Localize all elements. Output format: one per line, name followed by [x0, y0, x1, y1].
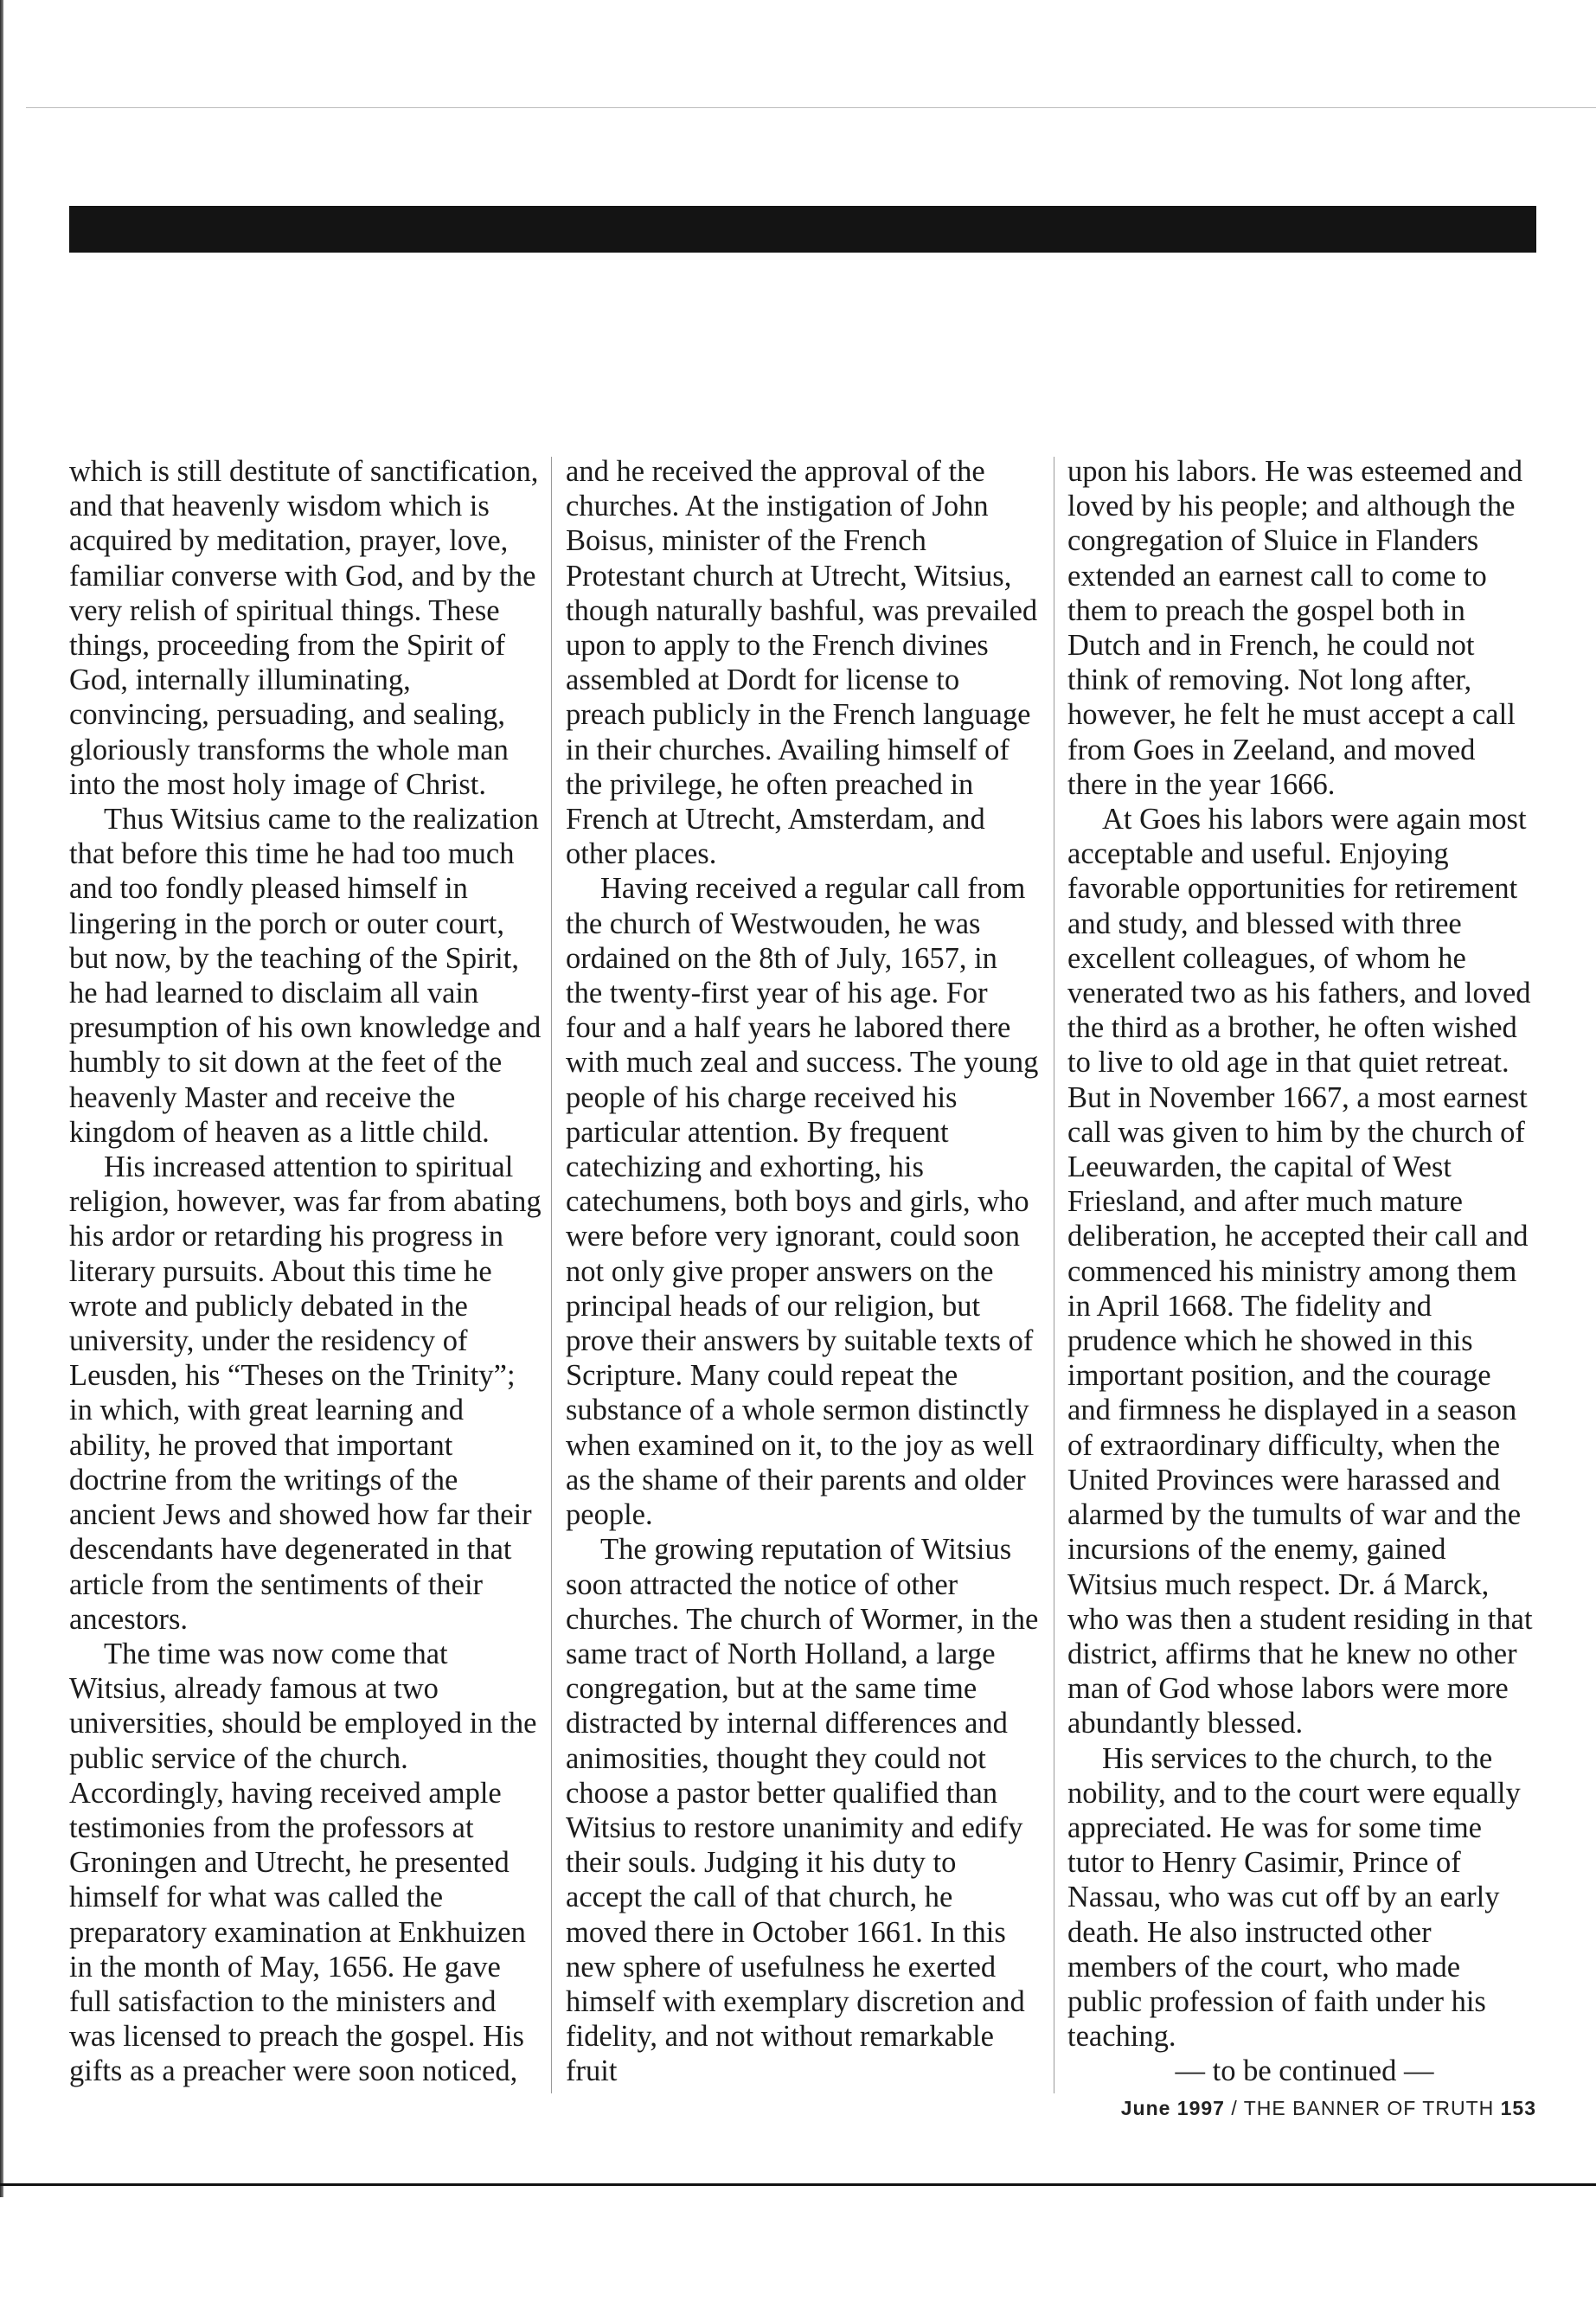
- paragraph: His services to the church, to the nobility, and to the court were equally appreciated. He was for some time tutor to Henry Casimir, Prince of Nassau, who was cut off by an early death. He also instructed other members of the court, who made public profession of faith under his teaching.: [1067, 1741, 1521, 2054]
- text-column-2: [566, 454, 1040, 2089]
- paragraph: upon his labors. He was esteemed and loved by his people; and although the congregation of Sluice in Flanders extended an earnest call to come to them to preach the gospel both in Dutch and in French, he could not think of removing. Not long after, however, he felt he must accept a call from Goes in Zeeland, and moved there in the year 1666.: [1067, 455, 1522, 801]
- footer-separator: /: [1231, 2097, 1238, 2119]
- continued-note: — to be continued —: [1175, 2054, 1434, 2088]
- paragraph: At Goes his labors were again most acceptable and useful. Enjoying favorable opportunities for retirement and study, and blessed with three excellent colleagues, of whom he venerated two as his fathers, and loved the third as a brother, he often wished to live to old age in that quiet retreat. But in November 1667, a most earnest call was given to him by the church of Leeuwarden, the capital of West Friesland, and after much mature deliberation, he accepted their call and commenced his ministry among them in April 1668. The fidelity and prudence which he showed in this important position, and the courage and firmness he displayed in a season of extraordinary difficulty, when the United Provinces were harassed and alarmed by the tumults of war and the incursions of the enemy, gained Witsius much respect. Dr. á Marck, who was then a student residing in that district, affirms that he knew no other man of God whose labors were more abundantly blessed.: [1067, 803, 1533, 1740]
- paragraph: Thus Witsius came to the realization that before this time he had too much and too fondly pleased himself in lingering in the porch or outer court, but now, by the teaching of the Spirit, he had learned to disclaim all vain presumption of his own knowledge and humbly to sit down at the feet of the heavenly Master and receive the kingdom of heaven as a little child.: [69, 803, 542, 1149]
- bottom-rule: [0, 2183, 1596, 2186]
- page-number: 153: [1500, 2097, 1536, 2119]
- text-column-1: [69, 454, 543, 2089]
- column-divider-1: [551, 457, 552, 2093]
- paragraph: The time was now come that Witsius, already famous at two universities, should be employed in the public service of the church. Accordingly, having received ample testimonies from the professors at Groningen and Utrecht, he presented himself for what was called the preparatory examination at Enkhuizen in the month of May, 1656. He gave full satisfaction to the ministers and was licensed to preach the gospel. His gifts as a preacher were soon noticed,: [69, 1637, 537, 2088]
- footer-publication: THE BANNER OF TRUTH: [1243, 2097, 1495, 2119]
- paragraph: His increased attention to spiritual religion, however, was far from abating his ardor or retarding his progress in literary pursuits. About this time he wrote and publicly debated in the university, under the residency of Leusden, his “Theses on the Trinity”; in which, with great learning and ability, he proved that important doctrine from the writings of the ancient Jews and showed how far their descendants have degenerated in that article from the sentiments of their ancestors.: [69, 1150, 542, 1636]
- page-footer: [1076, 2097, 1536, 2120]
- paragraph: which is still destitute of sanctification, and that heavenly wisdom which is acquired by meditation, prayer, love, familiar converse with God, and by the very relish of spiritual things. These things, proceeding from the Spirit of God, internally illuminating, convincing, persuading, and sealing, gloriously transforms the whole man into the most holy image of Christ.: [69, 455, 539, 801]
- text-column-3: [1067, 454, 1542, 2089]
- header-bar: [69, 206, 1536, 253]
- paragraph: and he received the approval of the churches. At the instigation of John Boisus, minister of the French Protestant church at Utrecht, Witsius, though naturally bashful, was prevailed upon to apply to the French divines assembled at Dordt for license to preach publicly in the French language in their churches. Availing himself of the privilege, he often preached in French at Utrecht, Amsterdam, and other places.: [566, 455, 1038, 871]
- paragraph: The growing reputation of Witsius soon attracted the notice of other churches. The church of Wormer, in the same tract of North Holland, a large congregation, but at the same time distracted by internal differences and animosities, thought they could not choose a pastor better qualified than Witsius to restore unanimity and edify their souls. Judging it his duty to accept the call of that church, he moved there in October 1661. In this new sphere of usefulness he exerted himself with exemplary discretion and fidelity, and not without remarkable fruit: [566, 1533, 1039, 2088]
- paragraph: Having received a regular call from the church of Westwouden, he was ordained on the 8th of July, 1657, in the twenty-first year of his age. For four and a half years he labored there with much zeal and success. The young people of his charge received his particular attention. By frequent catechizing and exhorting, his catechumens, both boys and girls, who were before very ignorant, could soon not only give proper answers on the principal heads of our religion, but prove their answers by suitable texts of Scripture. Many could repeat the substance of a whole sermon distinctly when examined on it, to the joy as well as the shame of their parents and older people.: [566, 872, 1039, 1532]
- top-rule: [26, 107, 1596, 108]
- scan-edge-shadow: [0, 0, 3, 2197]
- footer-date: June 1997: [1120, 2097, 1225, 2119]
